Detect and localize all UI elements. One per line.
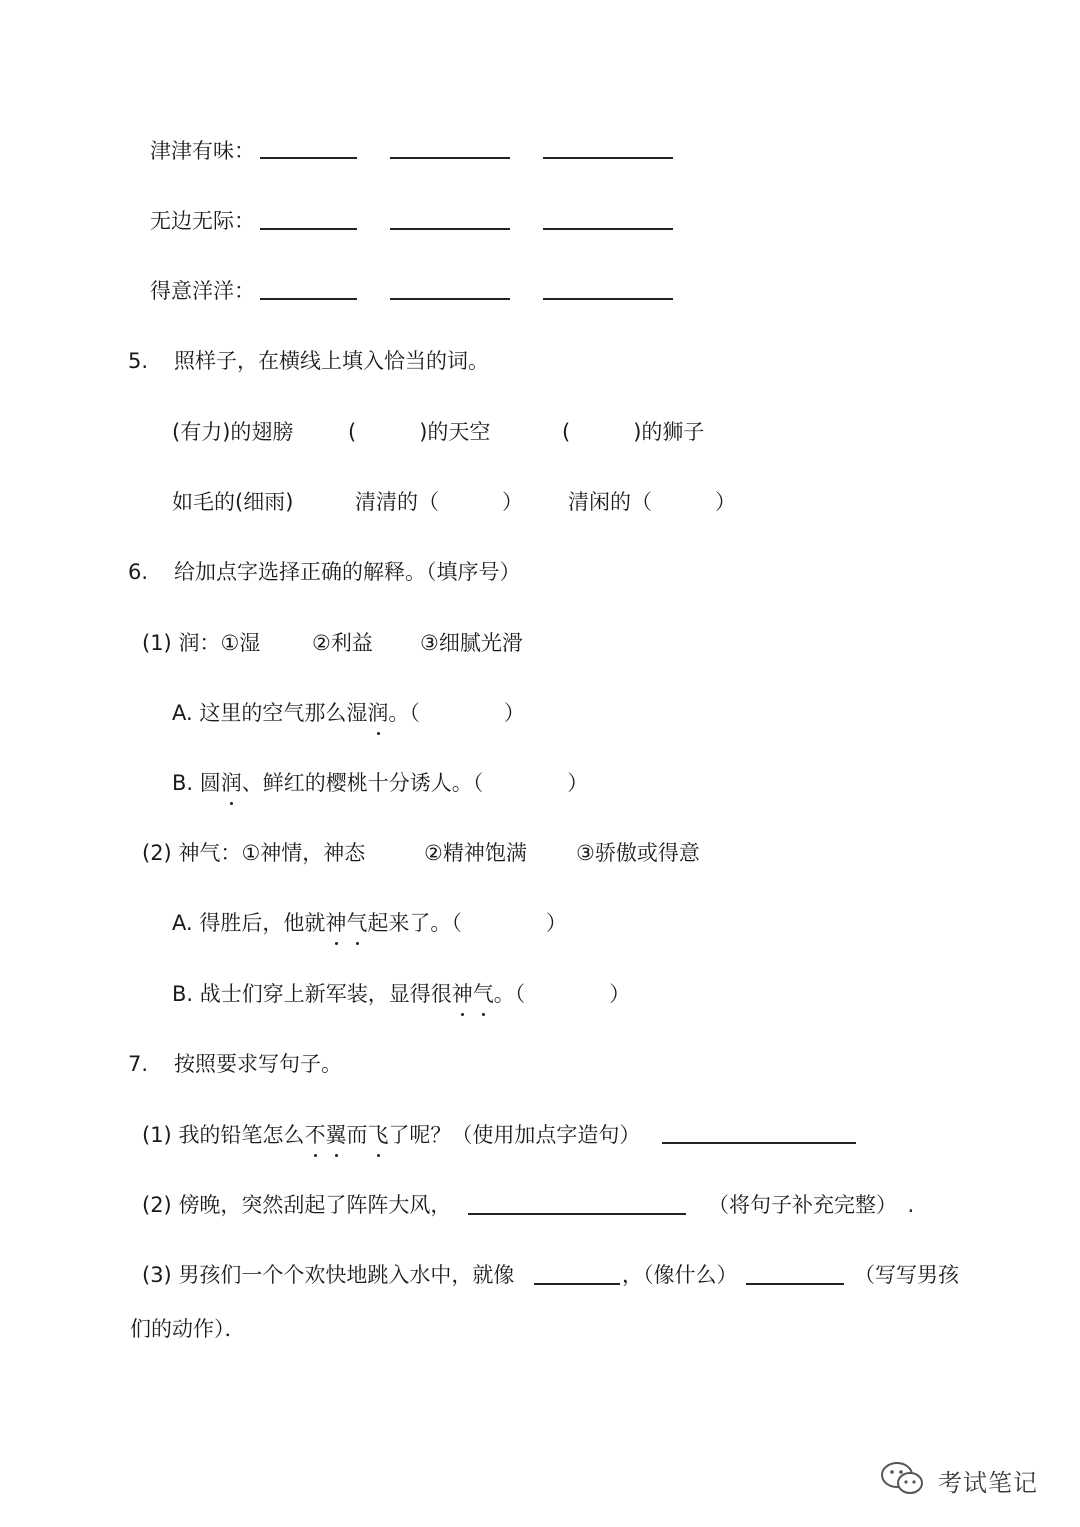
answer-blank[interactable] bbox=[260, 228, 357, 230]
idiom-2 bbox=[150, 206, 255, 236]
question-7-heading bbox=[128, 1049, 342, 1079]
fill-phrase: ( )的狮子 bbox=[562, 420, 705, 444]
part-label: (2) bbox=[142, 1193, 172, 1217]
sentence-text: （写写男孩 bbox=[854, 1263, 959, 1287]
part-label: (1) bbox=[142, 631, 172, 655]
answer-blank[interactable] bbox=[534, 1283, 620, 1285]
question-5-row-2 bbox=[172, 487, 293, 517]
answer-blank[interactable] bbox=[390, 157, 510, 159]
question-7-sentence-3 bbox=[142, 1260, 514, 1290]
answer-parens[interactable]: 。（ ） bbox=[493, 982, 631, 1006]
answer-parens[interactable]: 起来了。（ ） bbox=[367, 911, 567, 935]
answer-blank[interactable] bbox=[746, 1283, 844, 1285]
answer-blank[interactable] bbox=[260, 157, 357, 159]
question-7-sentence-3-mid bbox=[622, 1260, 738, 1290]
part-label: (2) bbox=[142, 841, 172, 865]
dotted-char: 翼 bbox=[325, 1120, 346, 1150]
sentence-text: 男孩们一个个欢快地跳入水中，就像 bbox=[178, 1263, 515, 1287]
sentence-text: 我的铅笔怎么 bbox=[178, 1123, 305, 1147]
idiom-1 bbox=[150, 136, 255, 166]
question-number: 7. bbox=[128, 1052, 149, 1076]
answer-blank[interactable] bbox=[468, 1213, 686, 1215]
dotted-char: 润 bbox=[221, 768, 242, 798]
dotted-char: 神 bbox=[325, 908, 346, 938]
question-6-part-2-a bbox=[172, 908, 567, 938]
dotted-char: 不 bbox=[304, 1120, 325, 1150]
sentence-text: A. 得胜后，他就 bbox=[172, 911, 326, 935]
option-text: ②精神饱满 bbox=[424, 841, 527, 865]
option-1: ①神情，神态 bbox=[241, 841, 366, 865]
question-6-part-2-options bbox=[142, 838, 365, 868]
question-prompt: 按照要求写句子。 bbox=[174, 1052, 342, 1076]
question-5-row-2-item-2[interactable] bbox=[355, 487, 523, 517]
idiom-3 bbox=[150, 276, 255, 306]
sentence-text: B. 圆 bbox=[172, 771, 221, 795]
option-text: ③骄傲或得意 bbox=[576, 841, 700, 865]
sentence-text: 了呢？（使用加点字造句） bbox=[388, 1123, 641, 1147]
example-phrase: 如毛的(细雨) bbox=[172, 490, 294, 514]
question-6-part-1-b bbox=[172, 768, 588, 798]
fill-phrase: 清闲的（ ） bbox=[568, 490, 736, 514]
question-6-part-2-b bbox=[172, 979, 630, 1009]
option-text: ③细腻光滑 bbox=[420, 631, 523, 655]
option-3 bbox=[576, 838, 700, 868]
fill-phrase: ( )的天空 bbox=[348, 420, 491, 444]
sentence-text: 们的动作）． bbox=[130, 1317, 246, 1341]
sentence-text: B. 战士们穿上新军装，显得很 bbox=[172, 982, 452, 1006]
dotted-char: 气 bbox=[473, 979, 494, 1009]
question-prompt: 照样子，在横线上填入恰当的词。 bbox=[174, 349, 489, 373]
answer-blank[interactable] bbox=[390, 228, 510, 230]
sentence-text: （将句子补充完整） . bbox=[708, 1193, 915, 1217]
answer-blank[interactable] bbox=[543, 228, 673, 230]
answer-parens[interactable]: 。（ ） bbox=[388, 701, 525, 725]
question-6-part-1-a bbox=[172, 698, 525, 728]
answer-blank[interactable] bbox=[543, 157, 673, 159]
option-1: ①湿 bbox=[220, 631, 261, 655]
idiom-word: 得意洋洋： bbox=[150, 279, 255, 303]
question-7-sentence-2-tail bbox=[708, 1190, 914, 1220]
part-label: (3) bbox=[142, 1263, 172, 1287]
question-5-row-2-item-3[interactable] bbox=[568, 487, 736, 517]
question-5-row-1-item-3[interactable] bbox=[562, 417, 704, 447]
option-2 bbox=[424, 838, 527, 868]
wechat-icon bbox=[878, 1458, 928, 1503]
answer-blank[interactable] bbox=[390, 298, 510, 300]
question-5-row-1-item-2[interactable] bbox=[348, 417, 490, 447]
answer-blank[interactable] bbox=[543, 298, 673, 300]
part-head: 润： bbox=[178, 631, 221, 655]
question-7-sentence-3-continued bbox=[130, 1314, 246, 1344]
answer-blank[interactable] bbox=[662, 1142, 856, 1144]
dotted-char: 气 bbox=[346, 908, 367, 938]
watermark bbox=[878, 1458, 1038, 1503]
question-number: 5. bbox=[128, 349, 149, 373]
sentence-text: 而 bbox=[346, 1123, 368, 1147]
idiom-word: 无边无际： bbox=[150, 209, 255, 233]
dotted-char: 飞 bbox=[367, 1120, 388, 1150]
question-6-heading bbox=[128, 557, 521, 587]
question-7-sentence-1 bbox=[142, 1120, 640, 1150]
question-7-sentence-2 bbox=[142, 1190, 451, 1220]
question-7-sentence-3-tail bbox=[854, 1260, 959, 1290]
watermark-text: 考试笔记 bbox=[938, 1469, 1038, 1497]
sentence-text: A. 这里的空气那么湿 bbox=[172, 701, 368, 725]
part-head: 神气： bbox=[178, 841, 242, 865]
question-number: 6. bbox=[128, 560, 149, 584]
option-text: ②利益 bbox=[312, 631, 373, 655]
answer-parens[interactable]: 、鲜红的樱桃十分诱人。（ ） bbox=[241, 771, 589, 795]
question-prompt: 给加点字选择正确的解释。（填序号） bbox=[174, 560, 521, 584]
idiom-word: 津津有味： bbox=[150, 139, 255, 163]
answer-blank[interactable] bbox=[260, 298, 357, 300]
question-5-heading bbox=[128, 346, 489, 376]
part-label: (1) bbox=[142, 1123, 172, 1147]
dotted-char: 润 bbox=[367, 698, 388, 728]
fill-phrase: 清清的（ ） bbox=[355, 490, 523, 514]
sentence-text: ，（像什么） bbox=[622, 1263, 738, 1287]
question-5-row-1 bbox=[172, 417, 293, 447]
example-phrase: (有力)的翅膀 bbox=[172, 420, 294, 444]
question-6-part-1-options bbox=[142, 628, 260, 658]
sentence-text: 傍晚，突然刮起了阵阵大风， bbox=[178, 1193, 452, 1217]
option-3 bbox=[420, 628, 523, 658]
dotted-char: 神 bbox=[452, 979, 473, 1009]
option-2 bbox=[312, 628, 373, 658]
